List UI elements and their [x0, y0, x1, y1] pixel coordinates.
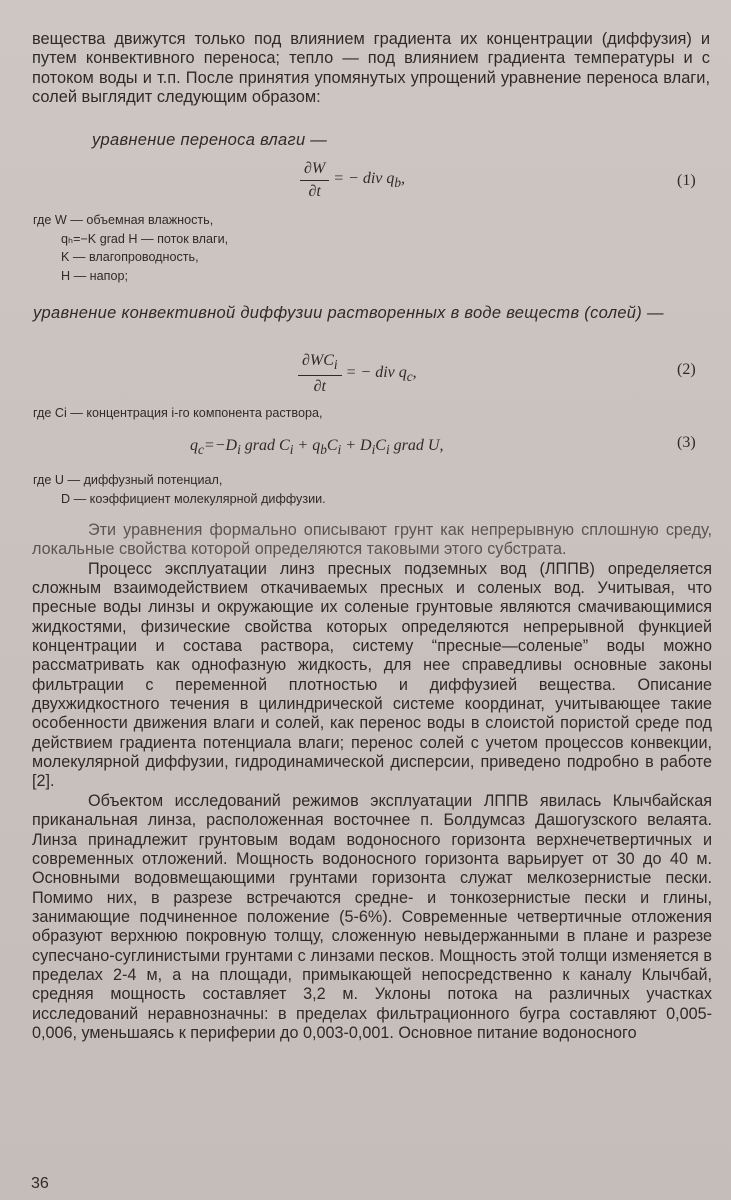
equation-1-denominator: ∂t — [308, 183, 321, 200]
intro-paragraph: вещества движутся только под влиянием градиента их концентрации (диффузия) и путем конвективного переноса; тепло — под влиянием градиента температуры и с потоком воды и т.п. После принятия упомянутых упрощений уравнение переноса влаги, солей выглядит следующим образом: — [32, 30, 710, 107]
eq3-sub-7: i — [385, 442, 390, 458]
equation-1-rhs-sub: b — [394, 175, 402, 191]
def-h: H — напор; — [61, 268, 128, 283]
equation-2-numerator-text: ∂WC — [302, 352, 334, 369]
equation-2-rhs-tail: , — [412, 363, 417, 381]
equation-1-rhs-tail: , — [401, 169, 406, 187]
equation-1-label: уравнение переноса влаги — — [92, 131, 328, 149]
equation-1-fraction — [300, 160, 329, 201]
equation-2-rhs-sub: c — [406, 368, 413, 384]
def-u: где U — диффузный потенциал, — [33, 473, 223, 487]
eq3-part-4: + q — [293, 437, 321, 454]
equation-2-rhs-text: = − div q — [345, 363, 407, 381]
eq3-part-3: grad C — [240, 437, 290, 454]
eq3-part-6: + D — [341, 437, 372, 454]
eq3-sub-3: i — [289, 442, 294, 458]
equation-2-label: уравнение конвективной диффузии растворенных в воде веществ (солей) — — [33, 304, 664, 322]
eq3-part-2: =−D — [203, 437, 238, 454]
equation-3-definitions — [33, 471, 326, 508]
body-text — [32, 521, 712, 1043]
equation-2-denominator: ∂t — [313, 378, 326, 396]
eq3-part-5: C — [326, 437, 338, 454]
equation-3-number: (3) — [677, 434, 696, 451]
def-qb: qₕ=−K grad H — поток влаги, — [61, 231, 229, 246]
eq3-part-7: C — [375, 437, 386, 454]
paragraph-2: Процесс эксплуатации линз пресных подземных вод (ЛППВ) определяется сложным взаимодействием откачиваемых пресных и соленых вод. Учитывая, что пресные воды линзы и окружающие их соленые грунтовые являются смачивающимися жидкостями, физические свойства которых определяются непрерывной функцией концентрации и состава раствора, систему “пресные—соленые” воды можно рассматривать как однофазную жидкость, для нее справедливы основные законы фильтрации с переменной плотностью и диффузией вещества. Описание двухжидкостного течения в цилиндрической системе координат, учитывающее такие особенности движения влаги и солей, как перенос воды в слоистой пористой среде под действием градиента потенциала влаги; перенос солей с учетом процессов конвекции, молекулярной диффузии, гидродинамической дисперсии, приведено подробно в работе [2]. — [32, 559, 712, 791]
page-number: 36 — [31, 1175, 49, 1192]
equation-1-rhs — [333, 170, 405, 191]
equation-2-numerator — [298, 352, 342, 376]
paragraph-3: Объектом исследований режимов эксплуатации ЛППВ явилась Клычбайская приканальная линза, расположенная восточнее п. Болдумсаз Дашогузского велаята. Линза принадлежит грунтовым водам водоносного горизонта верхнечетвертичных и современных отложений. Мощность водоносного горизонта варьирует от 30 до 40 м. Основными водовмещающими грунтами горизонта служат мелкозернистые пески. Помимо них, в разрезе встречаются средне- и тонкозернистые пески и глины, занимающие подчиненное положение (5-6%). Современные четвертичные отложения образуют верхнюю покровную толщу, сложенную невыдержанными в плане и разрезе супесчано-суглинистыми грунтами с линзами песков. Мощность этой толщи изменяется в пределах 2-4 м, а на площади, примыкающей непосредственно к каналу Клычбай, средняя мощность составляет 3,2 м. Уклоны потока на различных участках исследований неравнозначны: в пределах фильтрационного бугра составляют 0,005-0,006, уменьшаясь к периферии до 0,003-0,001. Основное питание водоносного — [32, 791, 712, 1042]
eq3-sub-5: i — [337, 442, 342, 458]
def-d — [33, 490, 326, 509]
eq3-sub-2: i — [237, 442, 241, 458]
eq3-part-1: q — [190, 437, 198, 454]
eq3-sub-1: c — [198, 442, 204, 458]
equation-2 — [298, 352, 417, 396]
equation-1-definitions — [33, 211, 228, 285]
equation-2-number: (2) — [677, 361, 696, 378]
equation-1-numerator: ∂W — [300, 160, 329, 181]
eq3-part-8: grad U, — [389, 437, 444, 454]
eq3-sub-4: b — [320, 442, 327, 458]
eq3-sub-6: i — [371, 442, 376, 458]
def-d-text: D — коэффициент молекулярной диффузии. — [61, 491, 326, 506]
def-w: где W — объемная влажность, — [33, 213, 214, 227]
def-k: K — влагопроводность, — [61, 250, 199, 265]
equation-2-fraction — [298, 352, 342, 396]
equation-1 — [300, 160, 405, 201]
equation-2-definition: где Ci — концентрация i-го компонента раствора, — [33, 406, 323, 420]
paragraph-1: Эти уравнения формально описывают грунт как непрерывную сплошную среду, локальные свойства которой определяются таковыми этого субстрата. — [32, 521, 712, 559]
equation-2-numerator-sub: i — [333, 357, 338, 373]
equation-1-number: (1) — [677, 172, 696, 189]
equation-1-rhs-text: = − div q — [333, 169, 395, 187]
equation-2-rhs — [346, 364, 417, 385]
equation-3 — [190, 437, 443, 458]
